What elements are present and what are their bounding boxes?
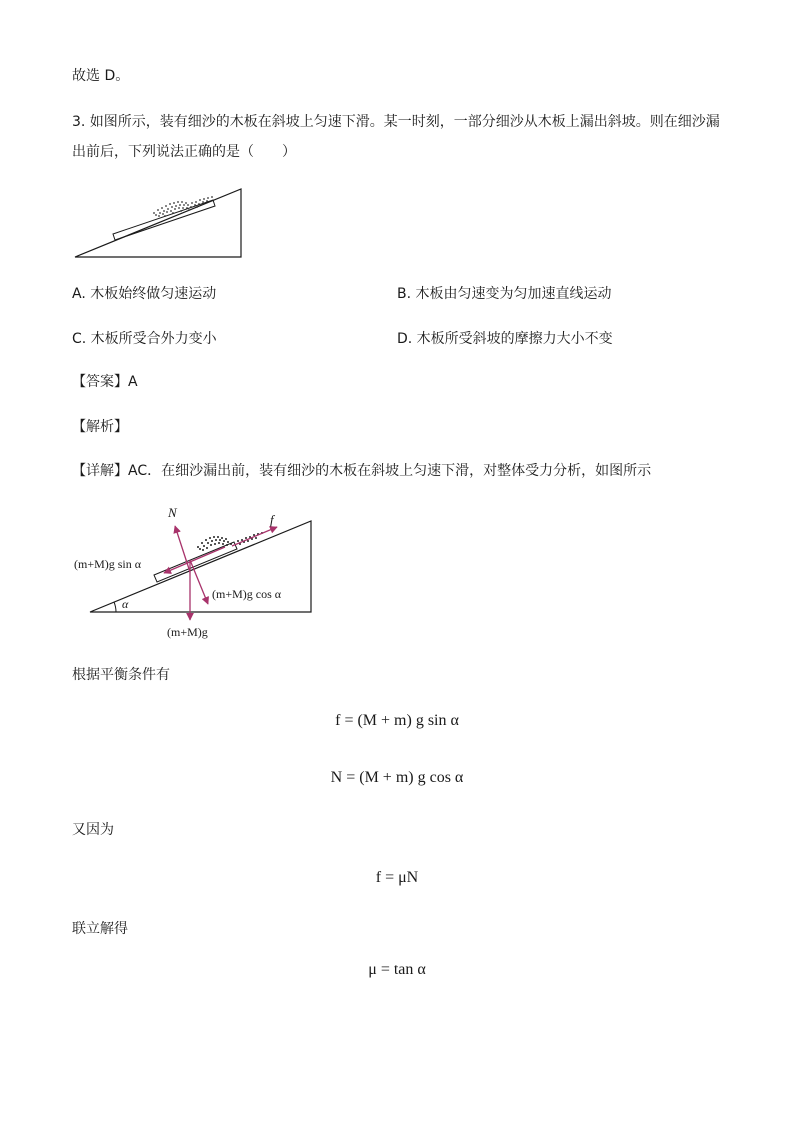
- detail-text: AC．在细沙漏出前，装有细沙的木板在斜坡上匀速下滑，对整体受力分析，如图所示: [128, 463, 652, 479]
- equation-friction-coefficient: f = μN: [375, 869, 419, 886]
- option-d: D. 木板所受斜坡的摩擦力大小不变: [397, 331, 613, 347]
- label-normal: N: [168, 505, 177, 520]
- sand-pile-2: [197, 532, 263, 551]
- option-b: B. 木板由匀速变为匀加速直线运动: [397, 286, 612, 302]
- answer-tag: 【答案】: [72, 374, 128, 390]
- slope-triangle: [75, 189, 241, 257]
- label-cos-component: (m+M)g cos α: [212, 587, 282, 601]
- equation-friction: f = (M + m) g sin α: [335, 712, 459, 729]
- label-gravity: (m+M)g: [167, 625, 208, 639]
- sand-pile: [153, 196, 213, 217]
- detail-line: [72, 461, 651, 481]
- question-line-1: 3. 如图所示，装有细沙的木板在斜坡上匀速下滑。某一时刻，一部分细沙从木板上漏出斜坡。则在细沙漏: [72, 114, 720, 130]
- previous-conclusion: 故选 D。: [72, 68, 130, 84]
- angle-arc: [114, 602, 116, 612]
- answer-line: [72, 372, 138, 392]
- solve-text: 联立解得: [72, 921, 128, 937]
- plank-2: [154, 542, 237, 582]
- label-sin-component: (m+M)g sin α: [74, 557, 142, 571]
- label-friction: f: [270, 512, 274, 527]
- question-line-2: 出前后，下列说法正确的是（ ）: [72, 144, 296, 160]
- label-angle: α: [122, 597, 129, 611]
- force-diagram: [72, 500, 322, 645]
- option-a: A. 木板始终做匀速运动: [72, 286, 217, 302]
- detail-tag: 【详解】: [72, 463, 128, 479]
- option-c: C. 木板所受合外力变小: [72, 331, 217, 347]
- equilibrium-text: 根据平衡条件有: [72, 667, 170, 683]
- equation-normal: N = (M + m) g cos α: [330, 769, 464, 786]
- friction-arrow: [232, 527, 277, 546]
- analysis-tag: 【解析】: [72, 419, 128, 435]
- answer-value: A: [128, 374, 138, 390]
- because-text: 又因为: [72, 822, 114, 838]
- slope-figure: [72, 183, 244, 261]
- equation-result: μ = tan α: [368, 961, 426, 978]
